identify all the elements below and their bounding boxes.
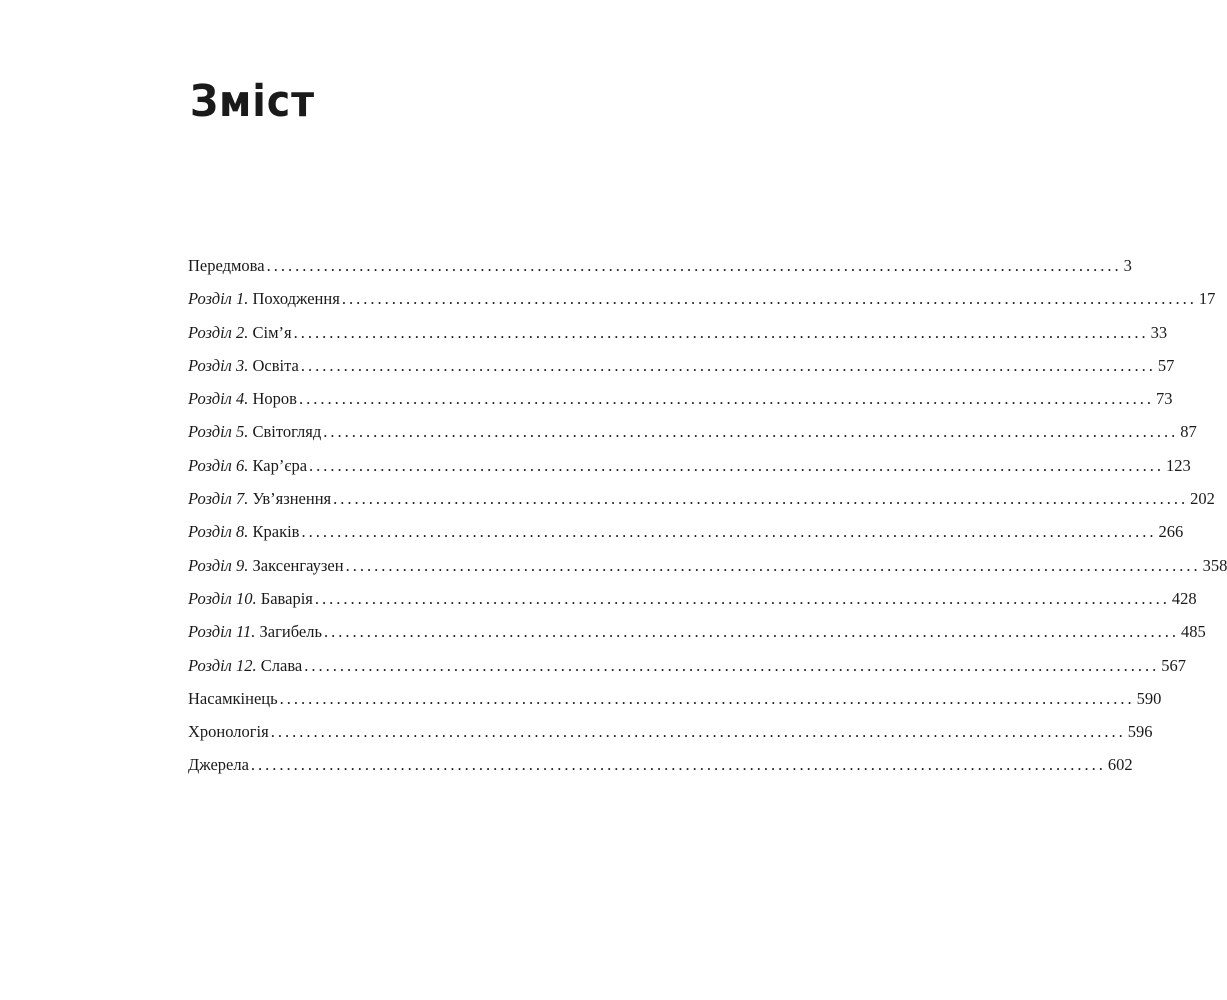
toc-leader-dots: ........................................................................................................................: [333, 489, 1189, 509]
toc-entry[interactable]: [188, 722, 1153, 755]
toc-entry-label: Заксенгаузен: [252, 555, 344, 575]
toc-entry[interactable]: [188, 389, 1173, 422]
toc-entry-page-number: 602: [1107, 755, 1133, 775]
toc-entry[interactable]: [188, 355, 1175, 389]
toc-entry-label: Насамкінець: [188, 688, 278, 708]
toc-entry-page-number: 123: [1166, 455, 1191, 475]
toc-entry-title: [188, 656, 302, 676]
toc-entry-label: Кар’єра: [252, 455, 308, 475]
toc-leader-dots: ........................................................................................................................: [341, 289, 1197, 309]
toc-entry-chapter-number: Розділ 1.: [188, 289, 249, 309]
toc-entry-label: Передмова: [188, 256, 265, 275]
toc-entry[interactable]: [188, 622, 1206, 655]
toc-entry-chapter-number: Розділ 11.: [188, 622, 256, 642]
toc-leader-dots: ........................................................................................................................: [314, 588, 1170, 608]
toc-entry-chapter-number: Розділ 2.: [188, 322, 249, 342]
toc-leader-dots: ........................................................................................................................: [270, 722, 1126, 742]
toc-entry-page-number: 3: [1123, 256, 1132, 275]
toc-entry[interactable]: [188, 422, 1197, 455]
toc-leader-dots: ........................................................................................................................: [279, 688, 1135, 708]
page-title: Зміст: [190, 76, 316, 127]
toc-entry-label: Сім’я: [252, 322, 292, 342]
toc-entry-label: Краків: [252, 522, 300, 542]
toc-leader-dots: ........................................................................................................................: [298, 389, 1154, 409]
toc-entry-chapter-number: Розділ 3.: [188, 355, 249, 375]
toc-entry[interactable]: [188, 289, 1216, 322]
toc-entry-label: Норов: [252, 389, 297, 409]
toc-entry-chapter-number: Розділ 10.: [188, 588, 257, 608]
toc-entry-page-number: 266: [1158, 522, 1184, 542]
toc-entry-title: [188, 422, 321, 442]
toc-entry-title: [188, 356, 299, 376]
toc-entry-page-number: 17: [1198, 289, 1216, 309]
toc-entry-label: Джерела: [188, 755, 249, 775]
toc-entry-page-number: 485: [1180, 622, 1206, 642]
toc-entry-label: Баварія: [260, 588, 313, 608]
toc-entry-page-number: 87: [1180, 422, 1197, 442]
table-of-contents: [188, 256, 1227, 789]
toc-leader-dots: ........................................................................................................................: [345, 555, 1201, 575]
toc-leader-dots: ........................................................................................................................: [293, 322, 1149, 342]
toc-entry-label: Ув’язнення: [252, 489, 332, 509]
toc-entry-page-number: 590: [1136, 688, 1162, 708]
toc-entry-title: [188, 522, 299, 542]
toc-entry[interactable]: [188, 688, 1162, 722]
toc-entry-label: Походження: [252, 289, 340, 309]
toc-entry-title: [188, 456, 307, 476]
toc-entry-chapter-number: Розділ 7.: [188, 489, 249, 509]
toc-entry-page-number: 358: [1202, 555, 1227, 575]
toc-leader-dots: ........................................................................................................................: [323, 622, 1179, 642]
toc-entry-title: [188, 755, 249, 775]
toc-entry-chapter-number: Розділ 9.: [188, 555, 249, 575]
toc-entry-title: [188, 722, 269, 742]
toc-entry[interactable]: [188, 489, 1215, 522]
toc-entry-page-number: 73: [1155, 389, 1173, 409]
toc-entry-page-number: 57: [1157, 355, 1175, 375]
toc-entry-title: [188, 556, 344, 576]
toc-leader-dots: ........................................................................................................................: [250, 755, 1106, 775]
toc-entry-title: [188, 589, 313, 609]
toc-entry-title: [188, 622, 322, 642]
toc-entry-page-number: 567: [1161, 655, 1186, 675]
toc-leader-dots: ........................................................................................................................: [266, 256, 1122, 275]
toc-entry-title: [188, 489, 331, 509]
toc-entry[interactable]: [188, 455, 1191, 489]
toc-entry[interactable]: [188, 588, 1197, 622]
toc-entry[interactable]: [188, 555, 1227, 589]
toc-entry[interactable]: [188, 322, 1168, 356]
toc-entry-label: Слава: [260, 655, 303, 675]
toc-entry-title: [188, 689, 278, 709]
toc-entry-chapter-number: Розділ 5.: [188, 422, 249, 442]
toc-leader-dots: ........................................................................................................................: [323, 422, 1179, 442]
toc-entry-chapter-number: Розділ 8.: [188, 522, 249, 542]
toc-entry-page-number: 428: [1171, 588, 1197, 608]
toc-entry-label: Освіта: [252, 355, 299, 375]
toc-entry-label: Світогляд: [252, 422, 322, 442]
toc-entry-label: Хронологія: [188, 722, 269, 742]
toc-entry[interactable]: [188, 522, 1184, 555]
toc-entry-chapter-number: Розділ 12.: [188, 655, 257, 675]
toc-leader-dots: ........................................................................................................................: [301, 522, 1157, 542]
toc-entry[interactable]: [188, 755, 1133, 788]
toc-entry[interactable]: [188, 655, 1186, 689]
toc-leader-dots: ........................................................................................................................: [300, 355, 1156, 375]
toc-entry[interactable]: [188, 256, 1132, 289]
toc-entry-chapter-number: Розділ 6.: [188, 455, 249, 475]
toc-entry-page-number: 596: [1127, 722, 1153, 742]
toc-leader-dots: ........................................................................................................................: [304, 655, 1160, 675]
toc-entry-page-number: 202: [1190, 489, 1215, 509]
toc-entry-title: [188, 289, 340, 309]
toc-entry-label: Загибель: [259, 622, 322, 642]
toc-entry-title: [188, 323, 292, 343]
toc-entry-chapter-number: Розділ 4.: [188, 389, 249, 409]
toc-entry-title: [188, 389, 297, 409]
toc-entry-title: [188, 256, 265, 276]
toc-entry-page-number: 33: [1150, 322, 1168, 342]
toc-leader-dots: ........................................................................................................................: [309, 455, 1165, 475]
